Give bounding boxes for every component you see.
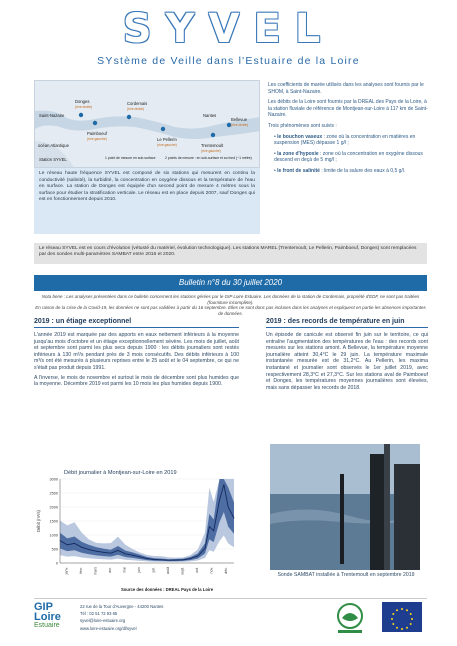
chart-data-point [96, 551, 97, 552]
phenomenon-item [268, 151, 428, 164]
phenomenon-term: le bouchon vaseux [277, 133, 323, 140]
chart-data-point [168, 560, 169, 561]
x-tick-label: mars [93, 567, 98, 575]
x-tick-label: août [165, 567, 170, 574]
y-tick-label: 500 [51, 547, 58, 552]
map-sub-paimboeuf: (rive gauche) [87, 137, 107, 141]
footer-email[interactable]: syvel@loire-estuaire.org [80, 618, 126, 624]
phenomenon-item [268, 134, 428, 147]
map-legend-two-points: 2 points de mesure : en sub-surface et au fond (~1 mètre) [165, 156, 252, 160]
chart-source: Source des données : DREAL Pays de la Loire [120, 587, 214, 592]
map-sub-le-pellerin: (rive gauche) [157, 143, 177, 147]
x-tick-label: avr. [107, 567, 112, 573]
chart-data-point [103, 552, 104, 553]
logo-loire-text: Loire [34, 611, 61, 623]
phenomenon-term: la zone d'hypoxie [277, 150, 319, 157]
map-label-ocean: océan Atlantique [38, 143, 69, 148]
photo-caption: Sonde SAMBAT installée à Trentemoult en septembre 2019 [277, 572, 415, 578]
map-legend-title: Station SYVEL [39, 157, 67, 162]
bullet-glyph: • [274, 150, 276, 157]
x-tick-label: oct. [194, 567, 199, 573]
note-line-1: Nota bene : Les analyses présentées dans ce bulletin concernent les stations gérées par le GIP Loire Estuaire. Les données de la station de Cordemais, propriété d'EDF, ne sont pas traitées (fourniture incomplète). [41, 294, 420, 305]
y-tick-label: 2500 [49, 491, 58, 496]
flow-chart [34, 465, 244, 595]
flow-chart-svg [34, 465, 244, 595]
page-title: SYVEL [122, 6, 335, 52]
x-tick-label: janv. [64, 567, 69, 575]
logo-estuaire-text: Estuaire [34, 622, 60, 629]
chart-data-point [147, 558, 148, 559]
map-legend-one-point: 1 point de mesure en sub-surface [105, 156, 156, 160]
eu-flag-logo [382, 602, 422, 632]
chart-data-point [197, 556, 198, 557]
intro-box: Le réseau haute fréquence SYVEL est composé de six stations qui mesurent en continu la conductivité (salinité), la turbidité, la concentration en oxygène dissous et la température de l'eau en surface. La station de Donges est équipée d'un second point de mesure 4 mètres sous la surface pour étudier la stratification verticale. Le réseau est en place depuis 2007, sauf Donges qui est en fonctionnement depuis 2010. [34, 168, 260, 234]
page-subtitle: SYstème de Veille dans l'Estuaire de la Loire [97, 55, 360, 67]
nota-bene [34, 294, 427, 316]
chart-data-point [132, 555, 133, 556]
y-tick-label: 1500 [49, 519, 58, 524]
bullet-glyph: • [274, 133, 276, 140]
y-tick-label: 1000 [49, 533, 58, 538]
map-label-cordemais: Cordemais [127, 101, 148, 106]
chart-data-point [118, 550, 119, 551]
photo-illustration [270, 444, 420, 570]
footer-address: 22 rue de la Tour d'Auvergne - 44200 Nantes [80, 604, 164, 609]
y-tick-label: 3000 [49, 477, 58, 482]
chart-data-point [190, 558, 191, 559]
chart-data-point [110, 553, 111, 554]
temperature-paragraph: Un épisode de canicule est observé fin juin sur le territoire, ce qui entraîne l'augmentation des températures de l'eau : des records sont mesurés sur les stations amont. A Bellevue, la température moyenne journalière atteint 30,4°C le 29 juin. La température maximale instantanée mesurée est de 31,2°C. Au Pellerin, les maxima instantané et journalier sont observés le 1er juillet 2019, avec respectivement 28,3°C et 27,3°C. Sur les stations aval de Paimboeuf et Donges, les températures moyennes journalières sont élevées, mais sans dépasser les records de 2018. [266, 332, 428, 391]
footer-tel: Tél : 02 51 72 93 65 [80, 611, 118, 617]
chart-data-point [224, 484, 225, 485]
phenomenon-term: le front de salinité [277, 167, 320, 174]
chart-data-point [219, 500, 220, 501]
chart-data-point [89, 549, 90, 550]
info-dreal: Les débits de la Loire sont fournis par la DREAL des Pays de la Loire, à la station fluviale de référence de Montjean-sur-Loire à 117 km de Saint-Nazaire. [268, 99, 428, 119]
map-sub-cordemais: (rive droite) [127, 107, 145, 111]
gip-loire-estuaire-logo [34, 602, 74, 636]
bullet-glyph: • [274, 167, 276, 174]
bulletin-banner: Bulletin n°8 du 30 juillet 2020 [34, 275, 427, 291]
chart-data-point [125, 553, 126, 554]
estuary-map [34, 80, 260, 168]
chart-data-point [205, 548, 206, 549]
section-temperature [266, 318, 428, 391]
footer-contact [80, 603, 210, 632]
map-sub-bellevue: (rive droite) [231, 123, 249, 127]
right-info-column [268, 82, 428, 179]
section-title-etiage: 2019 : un étiage exceptionnel [34, 318, 132, 325]
chart-data-point [209, 526, 210, 527]
info-phenomena: Trois phénomènes sont suivis : [268, 122, 337, 129]
y-tick-label: 2000 [49, 505, 58, 510]
etiage-paragraph-2: A l'inverse, le mois de novembre et surtout le mois de décembre sont plus humides que la moyenne. Décembre 2019 est parmi les 10 mois les plus humides depuis 1900. [34, 374, 239, 388]
chart-data-point [213, 530, 214, 531]
chart-data-point [67, 544, 68, 545]
section-etiage [34, 318, 239, 388]
sambat-probe-photo [270, 444, 420, 570]
section-divider [34, 327, 239, 328]
x-tick-label: mai [122, 567, 127, 573]
chart-data-point [183, 559, 184, 560]
network-evolution-box: Le réseau SYVEL est en cours d'évolution (vétusté du matériel, évolution technologique). Les stations MAREL (Trentemoult, Le Pellerin, Paimboeuf, Donges) sont remplacées par des sondes multi-paramètres SAMBAT entre 2016 et 2020. [34, 243, 427, 264]
y-tick-label: 0 [55, 561, 58, 566]
phenomenon-desc: : limite de la salure des eaux à 0,5 g/l. [319, 167, 406, 174]
x-tick-label: nov. [209, 567, 214, 574]
section-divider [266, 327, 428, 328]
phenomenon-desc: : zone où la concentration en oxygène dissous descend en deçà de 5 mg/l ; [274, 150, 423, 164]
map-sub-donges: (rive droite) [75, 105, 93, 109]
x-tick-label: juin [136, 567, 141, 573]
phenomenon-desc: : zone où la concentration en matières en suspension (MES) dépasse 1 g/l ; [274, 133, 416, 147]
footer-website[interactable]: www.loire-estuaire.org/dl/syvel [80, 625, 137, 631]
info-shom: Les coefficients de marée utilisés dans les analyses sont fournis par le SHOM, à Saint-Nazaire. [268, 82, 424, 95]
section-title-temperature: 2019 : des records de température en juin [266, 318, 405, 325]
chart-data-point [74, 543, 75, 544]
x-tick-label: juil. [151, 567, 156, 573]
chart-data-point [234, 518, 235, 519]
note-line-2: En raison de la crise de la Covid-19, les données ne sont pas validées à partir du 16 septembre. Elles ne sont donc pas incluses dans les analyses et expliquent en partie les absences importantes de données. [35, 305, 426, 316]
map-sub-trentemoult: (rive gauche) [201, 149, 221, 153]
map-label-le-pellerin: Le Pellerin [157, 137, 177, 142]
map-label-donges: Donges [75, 99, 90, 104]
x-tick-label: déc. [223, 567, 228, 574]
y-axis-label: Débit (m³/s) [36, 510, 41, 532]
x-tick-label: sept. [180, 567, 185, 575]
map-label-saint-nazaire: Saint-Nazaire [39, 113, 65, 118]
chart-data-point [176, 560, 177, 561]
chart-data-point [228, 507, 229, 508]
map-svg [35, 81, 260, 168]
etiage-paragraph-1: L'année 2019 est marquée par des apports en eaux nettement inférieurs à la moyenne jusqu'au mois d'octobre et un étiage exceptionnellement sévère. Les mois de juillet, août et septembre sont parmi les plus secs depuis 1900 : les débits journaliers sont restés inférieurs à 130 m³/s pendant près de 3 mois consécutifs. Des débits inférieurs à 100 m³/s ont été mesurés à plusieurs reprises entre le 25 août et le 04 septembre, ce qui ne s'était pas produit depuis 1991. [34, 332, 239, 371]
footer-divider [34, 598, 427, 599]
map-label-bellevue: Bellevue [231, 117, 248, 122]
agence-eau-logo [334, 602, 366, 636]
chart-data-point [161, 559, 162, 560]
x-tick-label: févr. [78, 567, 83, 574]
logo-gip-text: GIP [34, 601, 53, 613]
chart-data-point [81, 547, 82, 548]
chart-data-point [139, 556, 140, 557]
phenomenon-item [268, 168, 428, 175]
map-label-trentemoult: Trentemoult [201, 143, 224, 148]
map-label-paimboeuf: Paimboeuf [87, 131, 108, 136]
chart-data-point [154, 559, 155, 560]
chart-title: Débit journalier à Montjean-sur-Loire en 2019 [64, 470, 177, 476]
map-label-nantes: Nantes [203, 113, 217, 118]
